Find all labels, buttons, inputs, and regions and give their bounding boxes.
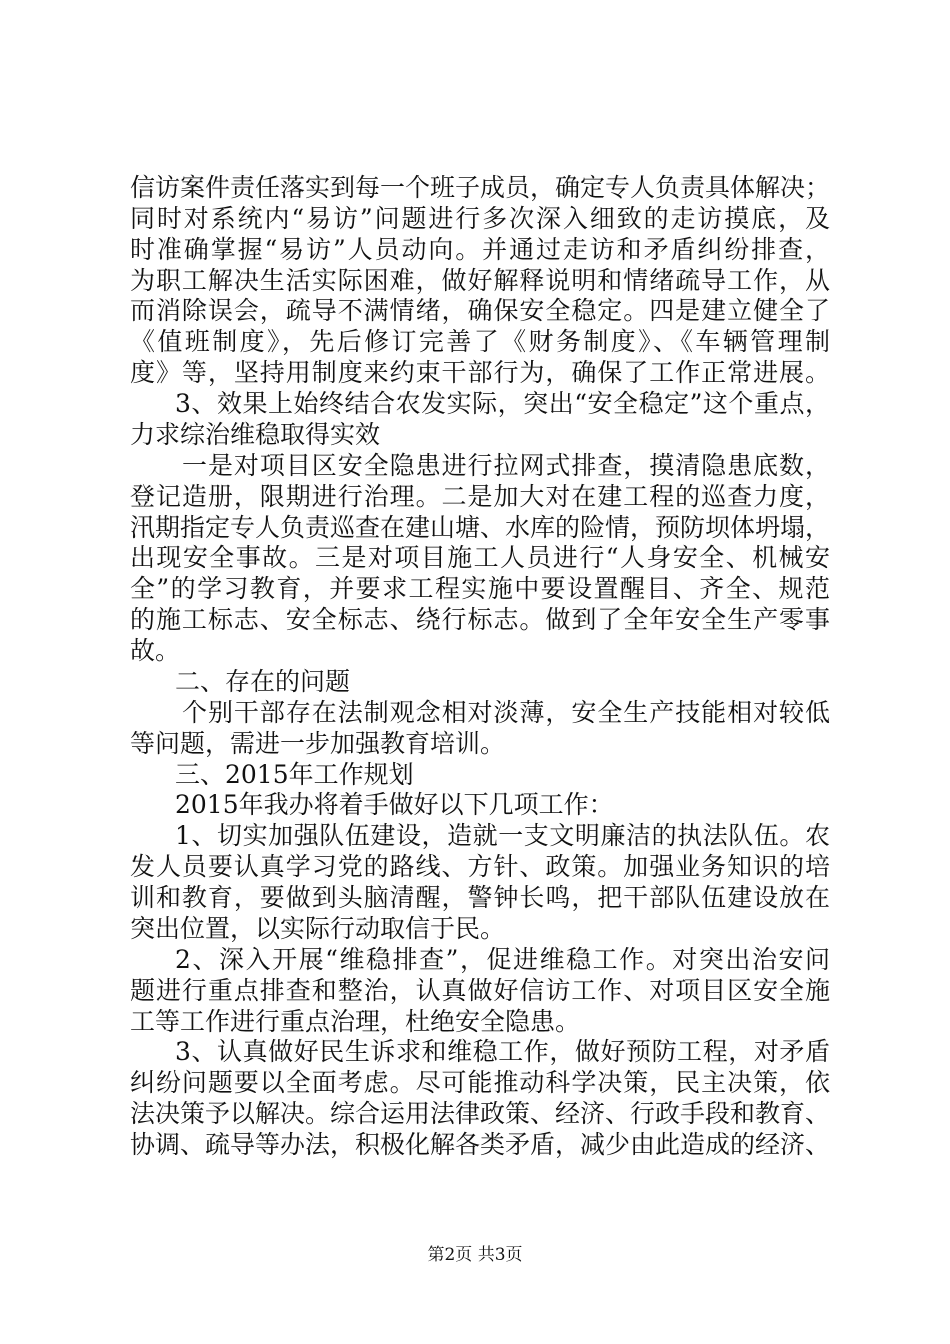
- text-line: 题进行重点排查和整治，认真做好信访工作、对项目区安全施: [130, 976, 830, 1005]
- text-line: 训和教育，要做到头脑清醒，警钟长鸣，把干部队伍建设放在: [130, 883, 830, 912]
- text-line: 信访案件责任落实到每一个班子成员，确定专人负责具体解决；: [130, 173, 831, 202]
- text-line: 的施工标志、安全标志、绕行标志。做到了全年安全生产零事: [130, 605, 830, 634]
- text-line: 登记造册，限期进行治理。二是加大对在建工程的巡查力度，: [130, 482, 830, 511]
- text-line: 度》等，坚持用制度来约束干部行为，确保了工作正常进展。: [130, 358, 830, 387]
- text-line: 3、效果上始终结合农发实际，突出“安全稳定”这个重点，: [175, 389, 830, 418]
- page-footer: 第2页 共3页: [427, 1245, 523, 1265]
- text-line: 协调、疏导等办法，积极化解各类矛盾，减少由此造成的经济、: [130, 1130, 831, 1159]
- text-line: 出现安全事故。三是对项目施工人员进行“人身安全、机械安: [130, 543, 830, 572]
- text-line: 汛期指定专人负责巡查在建山塘、水库的险情，预防坝体坍塌，: [130, 513, 831, 542]
- section-heading: 三、2015年工作规划: [175, 760, 414, 789]
- text-line: 法决策予以解决。综合运用法律政策、经济、行政手段和教育、: [130, 1099, 831, 1128]
- text-line: 《值班制度》，先后修订完善了《财务制度》、《车辆管理制: [130, 327, 830, 356]
- section-heading: 二、存在的问题: [175, 667, 351, 696]
- text-line: 发人员要认真学习党的路线、方针、政策。加强业务知识的培: [130, 852, 830, 881]
- text-line: 力求综治维稳取得实效: [130, 420, 381, 449]
- text-line: 为职工解决生活实际困难，做好解释说明和情绪疏导工作，从: [130, 266, 830, 295]
- text-line: 一是对项目区安全隐患进行拉网式排查，摸清隐患底数，: [182, 451, 830, 480]
- text-line: 2、深入开展“维稳排查”，促进维稳工作。对突出治安问: [175, 945, 830, 974]
- text-line: 时准确掌握“易访”人员动向。并通过走访和矛盾纠纷排查，: [130, 235, 830, 264]
- text-line: 全”的学习教育，并要求工程实施中要设置醒目、齐全、规范: [130, 574, 830, 603]
- text-line: 等问题，需进一步加强教育培训。: [130, 729, 506, 758]
- text-line: 工等工作进行重点治理，杜绝安全隐患。: [130, 1007, 581, 1036]
- text-line: 2015年我办将着手做好以下几项工作：: [175, 790, 614, 819]
- text-line: 而消除误会，疏导不满情绪，确保安全稳定。四是建立健全了: [130, 296, 830, 325]
- text-line: 1、切实加强队伍建设，造就一支文明廉洁的执法队伍。农: [175, 821, 830, 850]
- text-line: 个别干部存在法制观念相对淡薄，安全生产技能相对较低: [182, 698, 830, 727]
- text-line: 纠纷问题要以全面考虑。尽可能推动科学决策，民主决策，依: [130, 1068, 830, 1097]
- text-line: 故。: [130, 636, 181, 665]
- text-line: 同时对系统内“易访”问题进行多次深入细致的走访摸底，及: [130, 204, 830, 233]
- text-line: 突出位置，以实际行动取信于民。: [130, 914, 506, 943]
- text-line: 3、认真做好民生诉求和维稳工作，做好预防工程，对矛盾: [175, 1037, 830, 1066]
